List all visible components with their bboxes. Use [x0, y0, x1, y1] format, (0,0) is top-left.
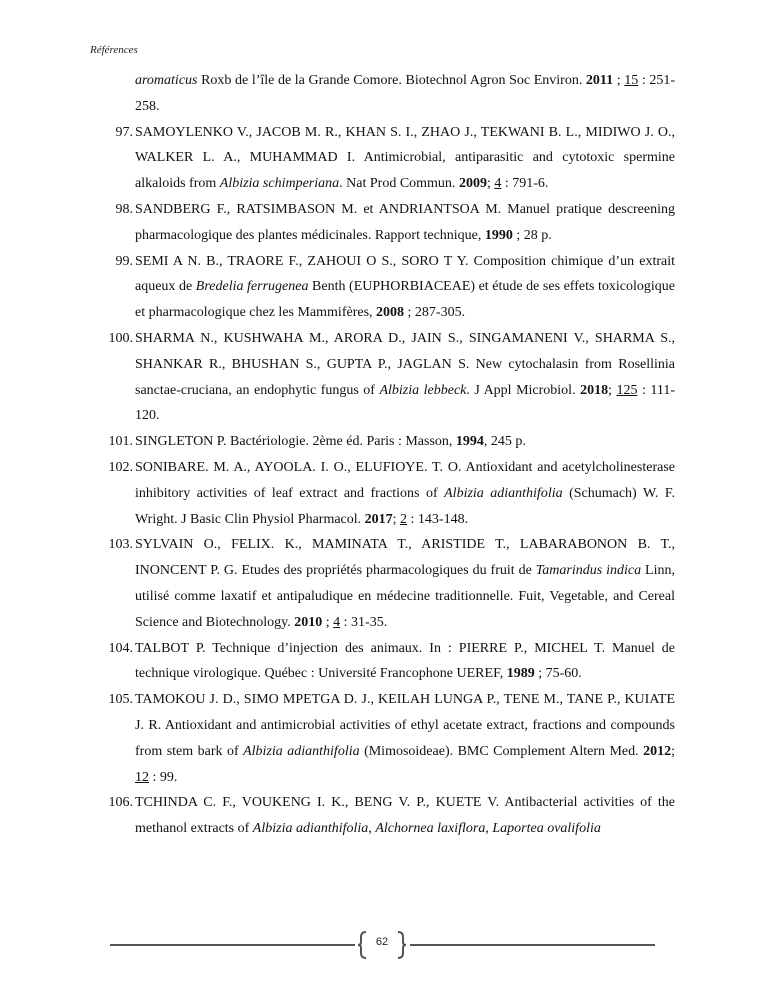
reference-text: ; 287-305.: [404, 305, 466, 321]
reference-text: : 251-258.: [135, 73, 675, 114]
running-header: Références: [90, 44, 138, 56]
reference-text: Albizia adianthifolia: [444, 485, 563, 501]
reference-number: 100.: [108, 330, 133, 346]
footer-rule-left: [110, 944, 355, 946]
reference-text: 1990: [484, 227, 513, 243]
reference-text: 2008: [376, 305, 405, 321]
reference-text: . Nat Prod Commun.: [339, 176, 459, 192]
reference-number: 101.: [108, 434, 133, 450]
reference-text: Linn, utilisé comme laxatif et antipaludique en médecine traditionnelle. Fuit, Vegetable, and Cereal Science and Biotechnology.: [135, 563, 675, 630]
reference-entry: [108, 455, 676, 532]
reference-text: 2: [400, 511, 408, 527]
reference-text: 2011: [585, 73, 614, 88]
reference-text: ;: [671, 743, 675, 759]
reference-text: SAMOYLENKO V., JACOB M. R., KHAN S. I., ZHAO J., TEKWANI B. L., MIDIWO J. O., WALKER L. A., MUHAMMAD I. Antimicrobial, antiparasitic and cytotoxic spermine alkaloids from: [135, 124, 675, 192]
reference-text: Bredelia ferrugenea: [195, 279, 309, 295]
reference-text: 2009: [458, 176, 487, 192]
reference-text: ;: [392, 511, 401, 527]
reference-number: 97.: [115, 124, 133, 140]
reference-text: 15: [624, 73, 639, 88]
reference-entry: [108, 326, 676, 429]
reference-text: ;: [486, 176, 495, 192]
reference-text: Albizia lebbeck: [379, 382, 467, 398]
reference-text: 4: [333, 614, 341, 630]
reference-text: SHARMA N., KUSHWAHA M., ARORA D., JAIN S., SINGAMANENI V., SHARMA S., SHANKAR R., BHUSHAN S., GUPTA P., JAGLAN S. New cytochalasin from Rosellinia sanctae-cruciana, an endophytic fungus of: [135, 330, 675, 398]
reference-text: TCHINDA C. F., VOUKENG I. K., BENG V. P., KUETE V. Antibacterial activities of the methanol extracts of: [135, 795, 675, 837]
reference-text: SANDBERG F., RATSIMBASON M. et ANDRIANTSOA M. Manuel pratique descreening pharmacologique des plantes médicinales. Rapport technique,: [135, 201, 675, 243]
reference-text: . J Appl Microbiol.: [466, 382, 581, 398]
reference-entry: [135, 68, 675, 120]
reference-text: Albizia schimperiana: [219, 176, 340, 192]
reference-text: SINGLETON P. Bactériologie. 2ème éd. Paris : Masson,: [135, 434, 456, 450]
reference-text: ; 28 p.: [512, 227, 552, 243]
reference-text: TAMOKOU J. D., SIMO MPETGA D. J., KEILAH LUNGA P., TENE M., TANE P., KUIATE J. R. Antioxidant and antimicrobial activities of ethyl acetate extract, fractions and compounds from stem bark of: [135, 692, 675, 759]
reference-text: 2010: [294, 614, 323, 630]
reference-text: 1994: [455, 434, 484, 450]
reference-text: ; 75-60.: [534, 666, 582, 682]
reference-text: ;: [608, 382, 617, 398]
reference-text: 1989: [506, 666, 535, 682]
reference-entry: [108, 636, 675, 688]
page-number: 62: [375, 936, 389, 948]
footer-rule-right: [410, 944, 655, 946]
reference-text: Benth (EUPHORBIACEAE) et étude de ses effets toxicologique et pharmacologique chez les Mammifères,: [135, 279, 675, 321]
reference-number: 99.: [115, 253, 133, 269]
reference-text: TALBOT P. Technique d’injection des animaux. In : PIERRE P., MICHEL T. Manuel de technique virologique. Québec : Université Francophone UEREF,: [135, 640, 675, 682]
reference-entry: [108, 687, 675, 790]
reference-list: [108, 68, 676, 842]
reference-text: Albizia adianthifolia: [252, 821, 369, 837]
reference-text: 4: [494, 176, 502, 192]
reference-text: SYLVAIN O., FELIX. K., MAMINATA T., ARISTIDE T., LABARABONON B. T., INONCENT P. G. Etudes des propriétés pharmacologiques du fruit de: [135, 537, 675, 579]
reference-text: 125: [616, 382, 638, 398]
reference-text: 2018: [580, 382, 609, 398]
reference-text: (Schumach) W. F. Wright. J Basic Clin Physiol Pharmacol.: [135, 485, 676, 527]
reference-text: 12: [135, 769, 149, 785]
reference-text: : 31-35.: [340, 614, 388, 630]
reference-text: SONIBARE. M. A., AYOOLA. I. O., ELUFIOYE. T. O. Antioxidant and acetylcholinesterase inhibitory activities of leaf extract and fractions of: [135, 459, 675, 501]
reference-text: ;: [613, 73, 625, 88]
reference-number: 102.: [108, 459, 133, 475]
reference-text: 2012: [643, 743, 672, 759]
reference-entry: [108, 790, 675, 842]
reference-text: : 111-120.: [135, 382, 676, 424]
reference-entry: [115, 197, 675, 249]
reference-text: ;: [322, 614, 334, 630]
reference-text: : 143-148.: [407, 511, 469, 527]
reference-number: 104.: [108, 640, 133, 656]
reference-text: Tamarindus indica: [535, 563, 642, 579]
reference-text: SEMI A N. B., TRAORE F., ZAHOUI O S., SORO T Y. Composition chimique d’un extrait aqueux de: [135, 253, 675, 295]
reference-text: Roxb de l’île de la Grande Comore. Biotechnol Agron Soc Environ.: [197, 73, 586, 88]
reference-number: 105.: [108, 692, 133, 708]
reference-text: (Mimosoideae). BMC Complement Altern Med.: [359, 743, 644, 759]
reference-text: , 245 p.: [483, 434, 526, 450]
reference-entry: [115, 249, 675, 326]
reference-text: ,: [368, 821, 376, 837]
reference-number: 98.: [115, 201, 133, 217]
reference-number: 103.: [108, 537, 133, 553]
reference-text: aromaticus: [135, 73, 198, 88]
reference-number: 106.: [108, 795, 133, 811]
reference-text: : 791-6.: [501, 176, 549, 192]
reference-text: Albizia adianthifolia: [243, 743, 360, 759]
reference-entry: [108, 429, 675, 455]
reference-text: : 99.: [149, 769, 178, 785]
reference-text: 2017: [364, 511, 393, 527]
reference-entry: [108, 532, 675, 635]
page-footer: [110, 930, 655, 960]
reference-entry: [115, 120, 675, 197]
reference-text: Alchornea laxiflora, Laportea ovalifolia: [375, 821, 601, 837]
